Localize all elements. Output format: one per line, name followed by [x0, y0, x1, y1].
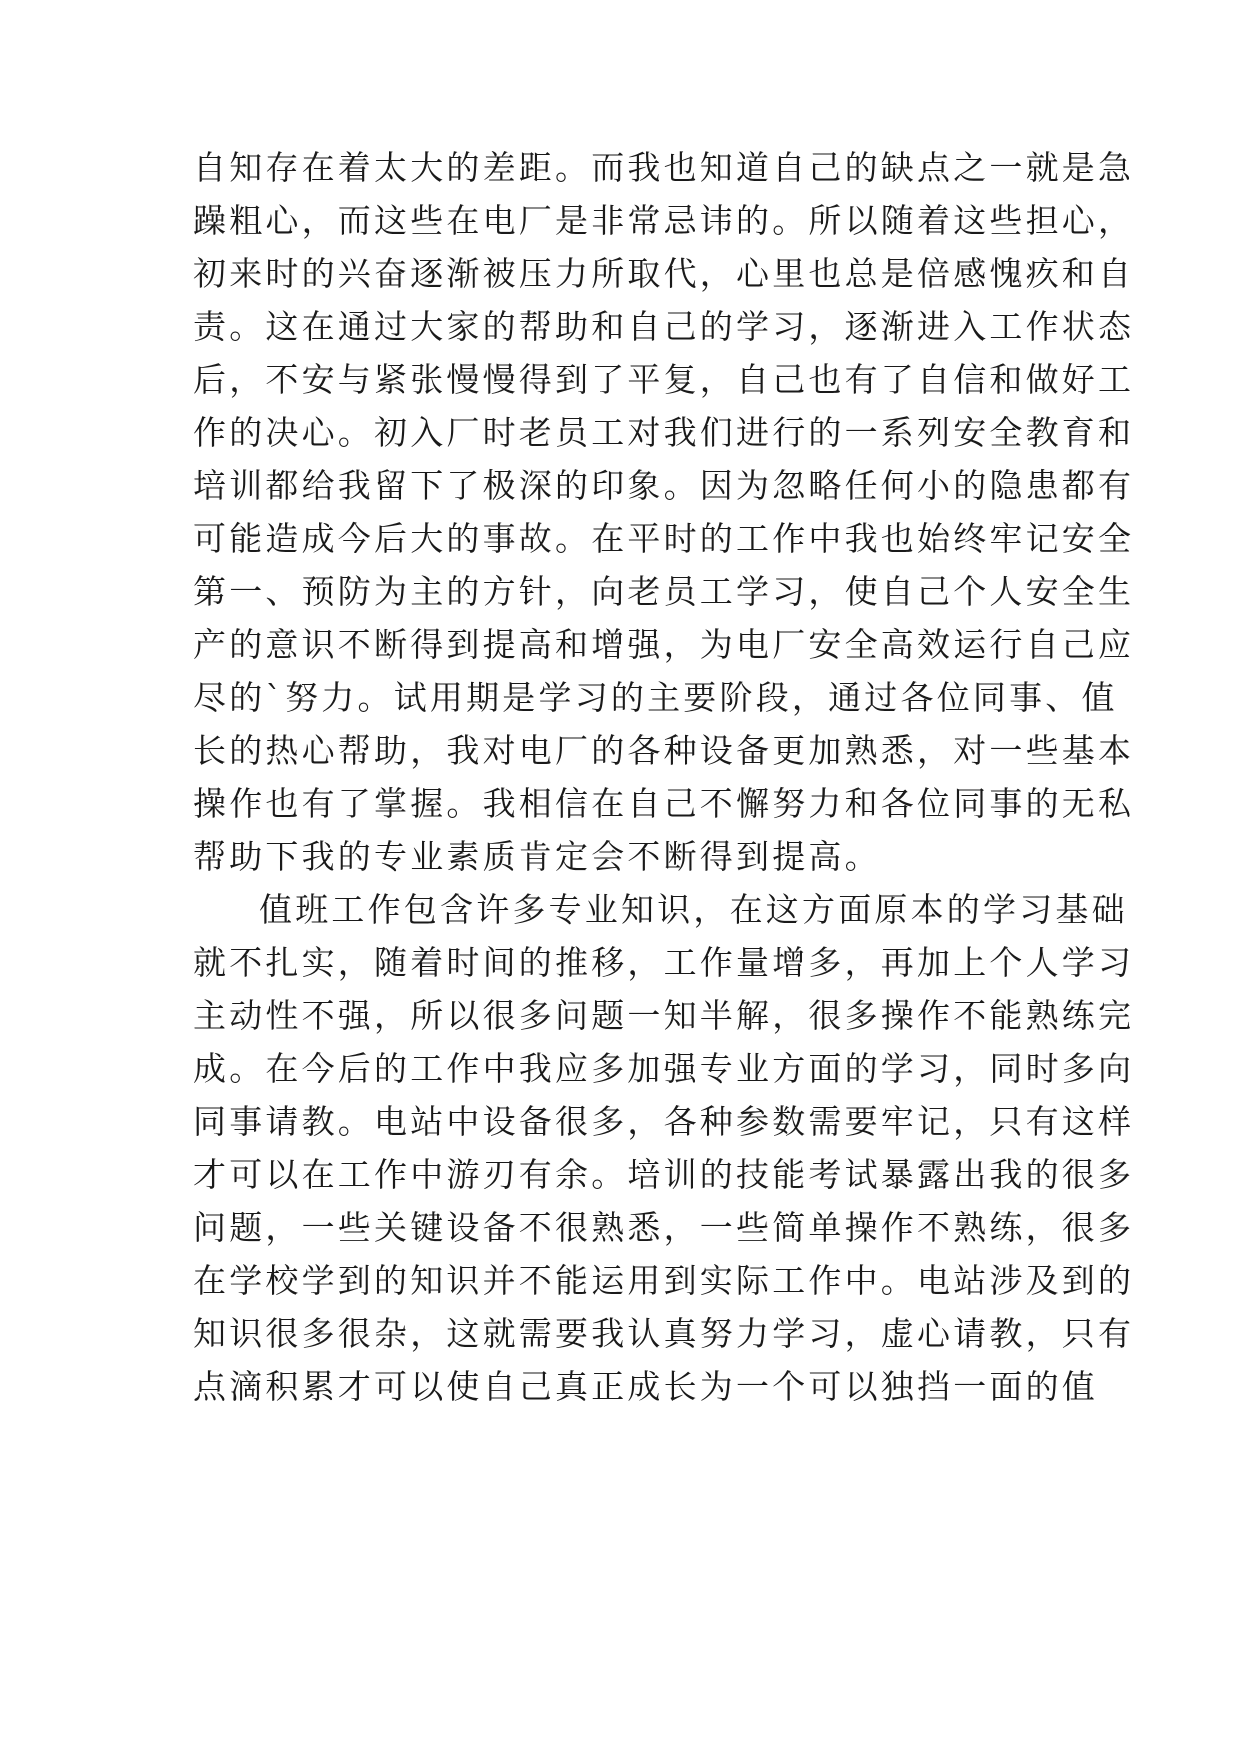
paragraph-line: 尽的`努力。试用期是学习的主要阶段，通过各位同事、值 [193, 678, 1118, 717]
paragraph-line: 问题，一些关键设备不很熟悉，一些简单操作不熟练，很多 [193, 1208, 1135, 1247]
paragraph-line: 成。在今后的工作中我应多加强专业方面的学习，同时多向 [193, 1049, 1135, 1088]
paragraph-line: 长的热心帮助，我对电厂的各种设备更加熟悉，对一些基本 [193, 731, 1135, 770]
paragraph-line: 操作也有了掌握。我相信在自己不懈努力和各位同事的无私 [193, 784, 1135, 823]
paragraph-line: 后，不安与紧张慢慢得到了平复，自己也有了自信和做好工 [193, 360, 1135, 399]
paragraph-line: 躁粗心，而这些在电厂是非常忌讳的。所以随着这些担心， [193, 201, 1135, 240]
paragraph-line: 初来时的兴奋逐渐被压力所取代，心里也总是倍感愧疚和自 [193, 254, 1135, 293]
paragraph-line: 可能造成今后大的事故。在平时的工作中我也始终牢记安全 [193, 519, 1135, 558]
paragraph-line: 责。这在通过大家的帮助和自己的学习，逐渐进入工作状态 [193, 307, 1135, 346]
paragraph-line: 才可以在工作中游刃有余。培训的技能考试暴露出我的很多 [193, 1155, 1135, 1194]
paragraph-line: 在学校学到的知识并不能运用到实际工作中。电站涉及到的 [193, 1261, 1135, 1300]
paragraph-line: 培训都给我留下了极深的印象。因为忽略任何小的隐患都有 [193, 466, 1135, 505]
paragraph-line: 产的意识不断得到提高和增强，为电厂安全高效运行自己应 [193, 625, 1135, 664]
paragraph-line: 作的决心。初入厂时老员工对我们进行的一系列安全教育和 [193, 413, 1135, 452]
paragraph-line: 点滴积累才可以使自己真正成长为一个可以独挡一面的值 [193, 1367, 1098, 1406]
paragraph-line: 就不扎实，随着时间的推移，工作量增多，再加上个人学习 [193, 943, 1135, 982]
paragraph-line: 帮助下我的专业素质肯定会不断得到提高。 [193, 837, 881, 876]
paragraph-line: 自知存在着太大的差距。而我也知道自己的缺点之一就是急 [193, 148, 1135, 187]
paragraph-line: 值班工作包含许多专业知识，在这方面原本的学习基础 [259, 890, 1128, 929]
paragraph-line: 同事请教。电站中设备很多，各种参数需要牢记，只有这样 [193, 1102, 1135, 1141]
paragraph-line: 第一、预防为主的方针，向老员工学习，使自己个人安全生 [193, 572, 1135, 611]
paragraph-line: 知识很多很杂，这就需要我认真努力学习，虚心请教，只有 [193, 1314, 1135, 1353]
paragraph-line: 主动性不强，所以很多问题一知半解，很多操作不能熟练完 [193, 996, 1135, 1035]
